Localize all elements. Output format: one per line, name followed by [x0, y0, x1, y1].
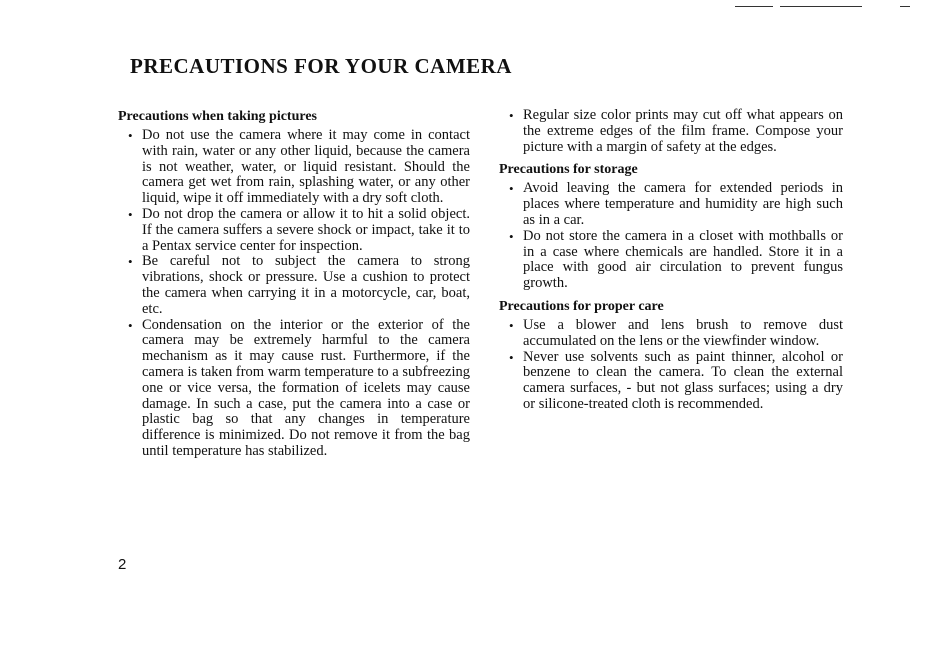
list-item-text: Do not use the camera where it may come in contact with rain, water or any other liquid, because the camera is not weather, water, or liquid resistant. Should the camera get wet from rain, splashing water, or any other liquid, wipe it off immediately with a dry soft cloth. [142, 127, 470, 207]
bullet-icon: • [128, 254, 133, 270]
bullet-icon: • [509, 317, 514, 333]
right-column [499, 108, 843, 419]
bullet-icon: • [509, 228, 514, 244]
list-item [499, 229, 843, 292]
list-item-text: Do not store the camera in a closet with mothballs or in a case where chemicals are handled. Store it in a place with good air circulation to prevent fungus growth. [523, 227, 843, 292]
page-title: PRECAUTIONS FOR YOUR CAMERA [130, 54, 512, 78]
section-heading-storage: Precautions for storage [499, 162, 638, 178]
list-item-text: Avoid leaving the camera for extended periods in places where temperature and humidity are high such as in a car. [523, 180, 843, 228]
left-column [118, 108, 470, 466]
header-rule [900, 6, 910, 7]
bullet-icon: • [128, 128, 133, 143]
list-item [499, 350, 843, 413]
list-item-text: Do not drop the camera or allow it to hit a solid object. If the camera suffers a severe shock or impact, take it to a Pentax service center for inspection. [142, 205, 470, 254]
list-item-text: Never use solvents such as paint thinner, alcohol or benzene to clean the camera. To clean the external camera surfaces, - but not glass surfaces; using a dry or silicone-treated cloth is recommended. [523, 348, 843, 412]
bullet-icon: • [509, 108, 514, 123]
bullet-icon: • [128, 206, 133, 222]
taking-pictures-list [118, 128, 470, 460]
section-heading-proper-care: Precautions for proper care [499, 298, 664, 314]
bullet-icon: • [128, 317, 133, 333]
list-item-text: Be careful not to subject the camera to strong vibrations, shock or pressure. Use a cushion to protect the camera when carrying it in a motorcycle, car, boat, etc. [142, 253, 470, 317]
list-item [118, 128, 470, 207]
list-item [118, 207, 470, 254]
section-heading-taking-pictures: Precautions when taking pictures [118, 109, 317, 124]
list-item [499, 108, 843, 155]
proper-care-list [499, 318, 843, 413]
storage-list [499, 181, 843, 292]
taking-pictures-list-continued [499, 108, 843, 155]
list-item-text: Condensation on the interior or the exterior of the camera may be extremely harmful to the camera mechanism as it may cause rust. Furthermore, if the camera is taken from warm temperature to a subfreezing one or vice versa, the formation of icelets may cause damage. In such a case, put the camera into a case or plastic bag so that any changes in temperature difference is minimized. Do not remove it from the bag until temperature has stabilized. [142, 316, 470, 459]
header-rule [735, 6, 773, 7]
list-item [499, 318, 843, 350]
list-item [118, 318, 470, 460]
bullet-icon: • [509, 181, 514, 197]
bullet-icon: • [509, 349, 514, 365]
list-item-text: Regular size color prints may cut off what appears on the extreme edges of the film frame. Compose your picture with a margin of safety at the edges. [523, 107, 843, 155]
list-item [499, 181, 843, 228]
list-item-text: Use a blower and lens brush to remove dust accumulated on the lens or the viewfinder window. [523, 316, 843, 349]
page-number: 2 [118, 556, 127, 573]
list-item [118, 254, 470, 317]
header-rule [780, 6, 862, 7]
